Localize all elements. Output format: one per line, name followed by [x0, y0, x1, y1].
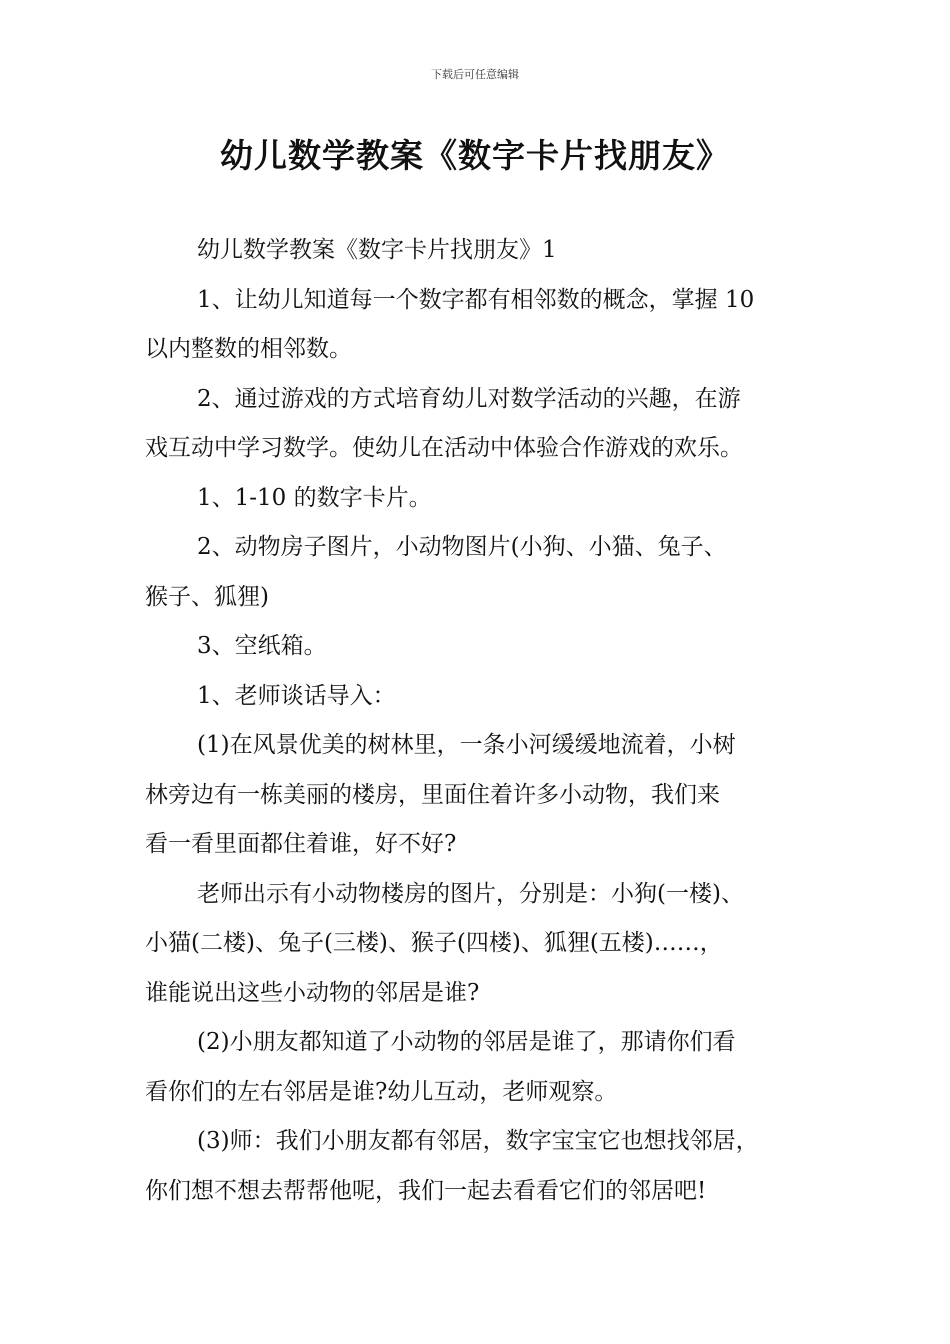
text-line: 戏互动中学习数学。使幼儿在活动中体验合作游戏的欢乐。 [145, 435, 743, 461]
text-line: 以内整数的相邻数。 [145, 336, 352, 362]
text-line: 看一看里面都住着谁，好不好? [145, 831, 457, 857]
text-line: 1、让幼儿知道每一个数字都有相邻数的概念，掌握 10 [197, 286, 755, 313]
text-line: (3)师：我们小朋友都有邻居，数字宝宝它也想找邻居， [197, 1128, 759, 1154]
text-line: 小猫(二楼)、兔子(三楼)、猴子(四楼)、狐狸(五楼)……， [145, 930, 723, 956]
text-line: 2、通过游戏的方式培育幼儿对数学活动的兴趣，在游 [197, 385, 741, 412]
paragraph-7 [145, 672, 815, 722]
text-line: 你们想不想去帮帮他呢，我们一起去看看它们的邻居吧! [145, 1177, 707, 1204]
paragraph-3 [145, 375, 815, 474]
text-line: 谁能说出这些小动物的邻居是谁? [145, 979, 480, 1006]
paragraph-2 [145, 276, 815, 375]
text-line: 林旁边有一栋美丽的楼房，里面住着许多小动物，我们来 [145, 781, 720, 808]
paragraph-1 [145, 226, 815, 276]
paragraph-11 [145, 1117, 815, 1216]
paragraph-9 [145, 870, 815, 1019]
text-line: 1、老师谈话导入： [197, 682, 396, 709]
paragraph-6 [145, 622, 815, 672]
paragraph-10 [145, 1018, 815, 1117]
paragraph-5 [145, 523, 815, 622]
header-note: 下载后可任意编辑 [431, 68, 519, 81]
paragraph-8 [145, 721, 815, 870]
paragraph-4 [145, 474, 815, 524]
text-line: 3、空纸箱。 [197, 633, 327, 659]
text-line: 幼儿数学教案《数字卡片找朋友》1 [197, 237, 557, 263]
text-line: 猴子、狐狸) [145, 583, 269, 610]
text-line: 看你们的左右邻居是谁?幼儿互动，老师观察。 [145, 1078, 618, 1105]
text-line: 2、动物房子图片，小动物图片(小狗、小猫、兔子、 [197, 534, 727, 560]
text-line: 老师出示有小动物楼房的图片，分别是：小狗(一楼)、 [197, 880, 744, 907]
document-title: 幼儿数学教案《数字卡片找朋友》 [220, 136, 730, 175]
text-line: 1、1-10 的数字卡片。 [197, 484, 432, 511]
text-line: (2)小朋友都知道了小动物的邻居是谁了，那请你们看 [197, 1029, 736, 1055]
document-body [145, 226, 815, 1216]
text-line: (1)在风景优美的树林里，一条小河缓缓地流着，小树 [197, 732, 736, 758]
